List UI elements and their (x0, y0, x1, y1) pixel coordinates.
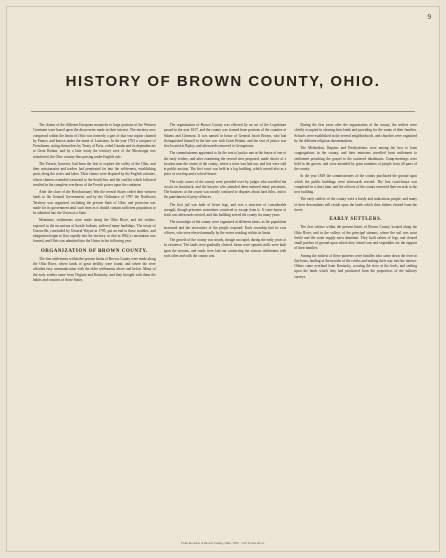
paragraph: The early courts of the county were presided over by judges who travelled the circuit on horseback, and the lawyers who attended them endured many privations. The business of the courts was mostly confined to disputes about land titles, and to the punishment of petty offences. (163, 179, 287, 200)
paragraph: The early settlers of the county were a hardy and industrious people, and many of their descendants still reside upon the lands which their fathers cleared from the forest. (294, 197, 418, 212)
paragraph: The Methodists, Baptists and Presbyterians were among the first to form congregations in the county, and their ministers travelled from settlement to settlement preaching the gospel to the scattered inhabitants. Camp-meetings were held in the groves, and were attended by great numbers of people from all parts of the county. (294, 146, 418, 171)
section-heading-early-settlers: EARLY SETTLERS. (329, 217, 383, 222)
paragraph: In the year 1818 the commissioners of the county purchased the ground upon which the public buildings were afterwards erected. The first court-house was completed in a short time, and the officers of the county removed their records to the new building. (294, 174, 418, 194)
middle-column (164, 123, 287, 537)
paragraph: Among the earliest of these pioneers were families who came down the river in flat-boats, landing at the mouths of the creeks and making their way into the interior. Others came overland from Kentucky, crossing the river at the fords, and settling upon the lands which they had purchased from the proprietors of the military surveys. (294, 253, 418, 279)
paragraph: The growth of the county was steady, though not rapid, during the early years of its existence. The lands were gradually cleared, farms were opened, mills were built upon the streams, and roads were laid out connecting the various settlements with each other and with the county seat. (163, 238, 287, 258)
paragraph: The French, however, had been the first to explore the valley of the Ohio, and their missionaries and traders had penetrated far into the wilderness, establishing posts along the rivers and lakes. Their claims were disputed by the English colonies, whose charters extended westward to the South Sea, and the conflict which followed resulted in the complete overthrow of the French power upon the continent. (33, 161, 156, 187)
paragraph: The organization of Brown County was effected by an act of the Legislature passed in the year 1817, and the county was formed from portions of the counties of Adams and Clermont. It was named in honor of General Jacob Brown, who had distinguished himself in the late war with Great Britain, and the seat of justice was first located at Ripley, and afterwards removed to Georgetown. (163, 123, 287, 148)
paragraph: The first settlers within the present limits of Brown County located along the Ohio River, and in the valleys of the principal streams, where the soil was most fertile and the water supply most abundant. They built cabins of logs, and cleared small patches of ground upon which they raised corn and vegetables for the support of their families. (294, 225, 418, 251)
paragraph: Meantime, settlements were made along the Ohio River, and the settlers, exposed to the incursions of hostile Indians, suffered many hardships. The treaty of Greenville, concluded by General Wayne in 1795, put an end to these troubles, and emigration began to flow rapidly into the territory, so that in 1802 a constitution was formed, and Ohio was admitted into the Union in the following year. (33, 218, 156, 244)
page-number: 9 (427, 13, 431, 21)
footer-credit: From the Atlas of Brown County, Ohio, 1876 · L.H. Everts & Co. (181, 541, 265, 545)
right-column (294, 123, 417, 537)
left-column (33, 123, 156, 537)
paragraph: After the close of the Revolutionary War the several States ceded their western lands to the General Government, and by the Ordinance of 1787 the Northwest Territory was organized, including the present State of Ohio, and provision was made for its government until such time as it should contain sufficient population to be admitted into the Union as a State. (33, 190, 156, 215)
section-heading-organization: ORGANIZATION OF BROWN COUNTY. (40, 248, 148, 254)
text-columns (33, 123, 417, 537)
document-page (6, 6, 440, 552)
paragraph: The commissioners appointed to fix the seat of justice met at the house of one of the early settlers, and after examining the several sites proposed, made choice of a location near the centre of the county, where a town was laid out, and lots were sold at public auction. The first court was held in a log building, which served also as a place of worship and a school-house. (163, 151, 287, 177)
paragraph: The first jail was built of hewn logs, and was a structure of considerable strength, though prisoners sometimes contrived to escape from it. A court-house of brick was afterwards erected, and this building served the county for many years. (163, 202, 287, 217)
paragraph: The first settlements within the present limits of Brown County were made along the Ohio River, where lands of great fertility were found, and where the river afforded easy communication with the older settlements above and below. Many of the early settlers came from Virginia and Kentucky, and they brought with them the habits and customs of those States. (33, 256, 156, 282)
title-divider (31, 111, 415, 112)
paragraph: The claims of the different European monarchs to large portions of the Western Continent were based upon the discoveries made in their interest. The territory now comprised within the limits of Ohio was formerly a part of that vast region claimed by France, and known under the name of Louisiana. In the year 1763 a conquest of Frenchmen, acting themselves by Treaty of Paris, ceded Canada and its dependencies to Great Britain; and by a later treaty the territory west of the Mississippi was transferred, the Ohio country thus passing under English rule. (33, 123, 156, 159)
page-title: HISTORY OF BROWN COUNTY, OHIO. (65, 73, 381, 90)
paragraph: The townships of the county were organized at different times, as the population increased and the necessities of the people required. Each township had its own officers, who were elected annually by the voters residing within its limits. (163, 220, 287, 235)
paragraph: During the first years after the organization of the county, the settlers were chiefly occupied in clearing their lands and providing for the wants of their families. Schools were established in the several neighborhoods, and churches were organized by the different religious denominations. (294, 123, 418, 143)
